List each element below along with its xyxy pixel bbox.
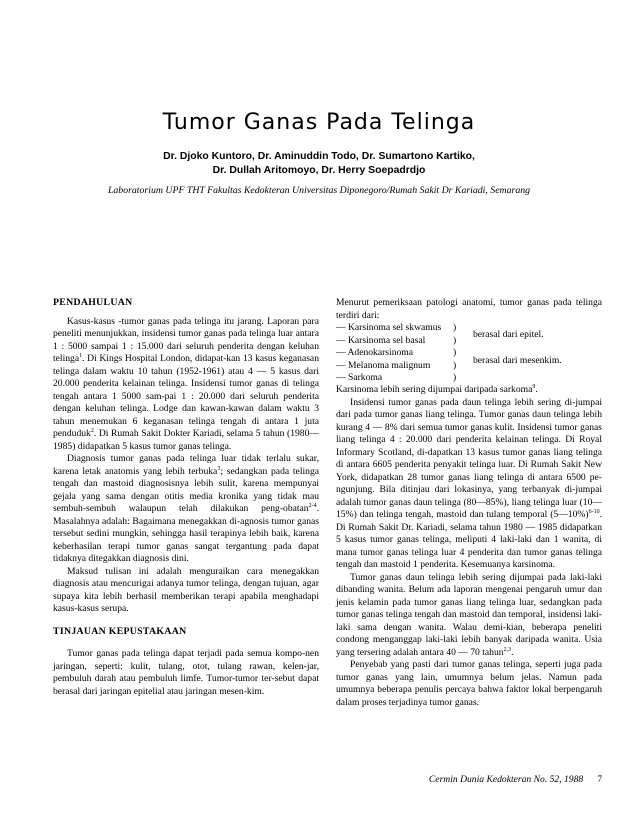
paragraph-intro-1: Kasus-kasus -tumor ganas pada telinga itu jarang. Laporan para peneliti menunjukkan, insidensi tumor ganas pada telinga luar antara 1 : 5000 sampai 1 : 15.000 dari seluruh penderita dengan keluhan telinga$^1$. Di Kings Hospital London, didapat-kan 13 kasus keganasan telinga dalam waktu 10 tahun (1952-1961) atau 4 — 5 kasus dari 20.000 penderita kelainan telinga. Insidensi tumor ganas di telinga tengah antara 1 5000 sam-pai 1 : 20.000 dari seluruh penderita dengan keluhan telinga. Lodge dan kawan-kawan dalam waktu 3 tahun menemukan 6 keganasan telinga tengah di antara 1 juta penduduk$^2$. Di Rumah Sakit Dokter Kariadi, selama 5 tahun (1980—1985) didapatkan 5 kasus tumor ganas telinga.	[53, 315, 319, 452]
list-item: — Melanoma malignum )	[336, 359, 457, 371]
author-list	[0, 150, 638, 178]
paragraph-literature-1: Tumor ganas pada telinga dapat terjadi pada semua kompo-nen jaringan, seperti: kulit, tulang, otot, tulang rawan, kelen-jar, pembuluh darah atau pembuluh limfe. Tumor-tumor ter-sebut dapat berasal dari jaringan epitelial atau jaringan mesen-kim.	[53, 648, 319, 697]
page-footer	[380, 774, 602, 785]
tumor-type-list	[336, 322, 602, 384]
paragraph-intro-2: Diagnosis tumor ganas pada telinga luar tidak terlalu sukar, karena letak anatomis yang lebih terbuka$^3$; sedangkan pada telinga tengah dan mastoid diagnosisnya lebih sulit, karena mempunyai gejala yang sama dengan otitis media kronika yang tidak mau sembuh-sembuh walaupun telah dilakukan peng-obatan$^{2-4}$. Masalahnya adalah: Bagaimana menegakkan di-agnosis tumor ganas tersebut sedini mungkin, sehingga hasil terapinya lebih baik, karena keberhasilan terapi tumor ganas sangat tergantung pada dapat tidaknya ditegakkan diagnosis dini.	[53, 453, 320, 564]
paragraph-intro-3: Maksud tulisan ini adalah menguraikan cara menegakkan diagnosis atau mencurigai adanya tumor telinga, dengan tujuan, agar supaya kita lebih berhasil memberikan terapi apabila menghadapi kasus-kasus serupa.	[53, 565, 319, 614]
note-mesenchymal-origin: berasal dari mesenkim.	[473, 355, 562, 366]
list-item: — Sarkoma )	[336, 372, 457, 383]
paragraph-pathology-intro: Menurut pemeriksaan patologi anatomi, tumor ganas pada telinga terdiri dari:	[336, 297, 602, 321]
paragraph-sarcoma-note: Karsinoma lebih sering dijumpai daripada sarkoma$^9$.	[336, 383, 538, 395]
journal-citation: Cermin Dunia Kedokteran No. 52, 1988	[428, 774, 584, 785]
author-line-2: Dr. Dullah Aritomoyo, Dr. Herry Soepadrdjo	[212, 165, 426, 176]
section-heading-intro: PENDAHULUAN	[53, 297, 133, 308]
section-heading-literature: TINJAUAN KEPUSTAKAAN	[53, 625, 187, 637]
left-column	[53, 297, 319, 698]
paragraph-incidence: Insidensi tumor ganas pada daun telinga lebih sering di-jumpai dari pada tumor ganas liang telinga. Tumor ganas daun telinga lebih kurang 4 — 8% dari semua tumor ganas kulit. Insidensi tumor ganas liang telinga 4 : 20.000 dari penderita kelainan telinga. Di Royal Informary Scotland, di-dapatkan 13 kasus tumor ganas liang telinga di antara 6605 penderita penyakit telinga luar. Di Rumah Sakit New York, didapatkan 28 tumor ganas liang telinga di antara 6500 pe-ngunjung. Bila ditinjau dari lokasinya, yang terbanyak di-jumpai adalah tumor ganas daun telinga (80—85%), liang telinga luar (10—15%) dan telinga tengah, mastoid dan tulang temporal (5—10%)$^{6-10}$. Di Rumah Sakit Dr. Kariadi, selama tahun 1980 — 1985 didapatkan 5 kasus tumor ganas telinga, meliputi 4 laki-laki dan 1 wanita, di mana tumor ganas telinga luar 4 penderita dan tumor ganas telinga tengah dan mastoid 1 penderita. Kesemuanya karsinoma.	[336, 396, 602, 570]
list-item: — Karsinoma sel basal )	[336, 334, 457, 346]
paragraph-sex-age: Tumor ganas daun telinga lebih sering dijumpai pada laki-laki dibanding wanita. Belum ada laporan mengenai pengaruh umur dan jenis kelamin pada tumor ganas liang telinga luar, sedangkan pada tumor ganas telinga tengah dan mastoid dan temporal, insidensi laki-laki sama dengan wanita. Walau demi-kian, beberapa peneliti condong menganggap laki-laki lebih banyak daripada wanita. Usia yang tersering adalah antara 40 — 70 tahun$^{2,3}$.	[336, 571, 602, 658]
note-epithelial-origin: berasal dari epitel.	[473, 329, 544, 340]
list-item: — Adenokarsinoma )	[336, 347, 457, 358]
page-number: 7	[597, 774, 602, 785]
article-title: Tumor Ganas Pada Telinga	[162, 110, 476, 135]
list-item: — Karsinoma sel skwamus )	[336, 322, 457, 333]
author-line-1: Dr. Djoko Kuntoro, Dr. Aminuddin Todo, Dr. Sumartono Kartiko,	[163, 151, 475, 162]
paragraph-etiology: Penyebab yang pasti dari tumor ganas telinga, seperti juga pada tumor ganas yang lain, umumnya belum jelas. Namun pada umumnya beberapa penulis percaya bahwa faktor lokal berpengaruh dalam proses terjadinya tumor ganas.	[336, 659, 602, 708]
author-affiliation: Laboratorium UPF THT Fakultas Kedokteran Universitas Diponegoro/Rumah Sakit Dr Kariadi, Semarang	[107, 185, 531, 196]
right-column	[336, 297, 602, 709]
